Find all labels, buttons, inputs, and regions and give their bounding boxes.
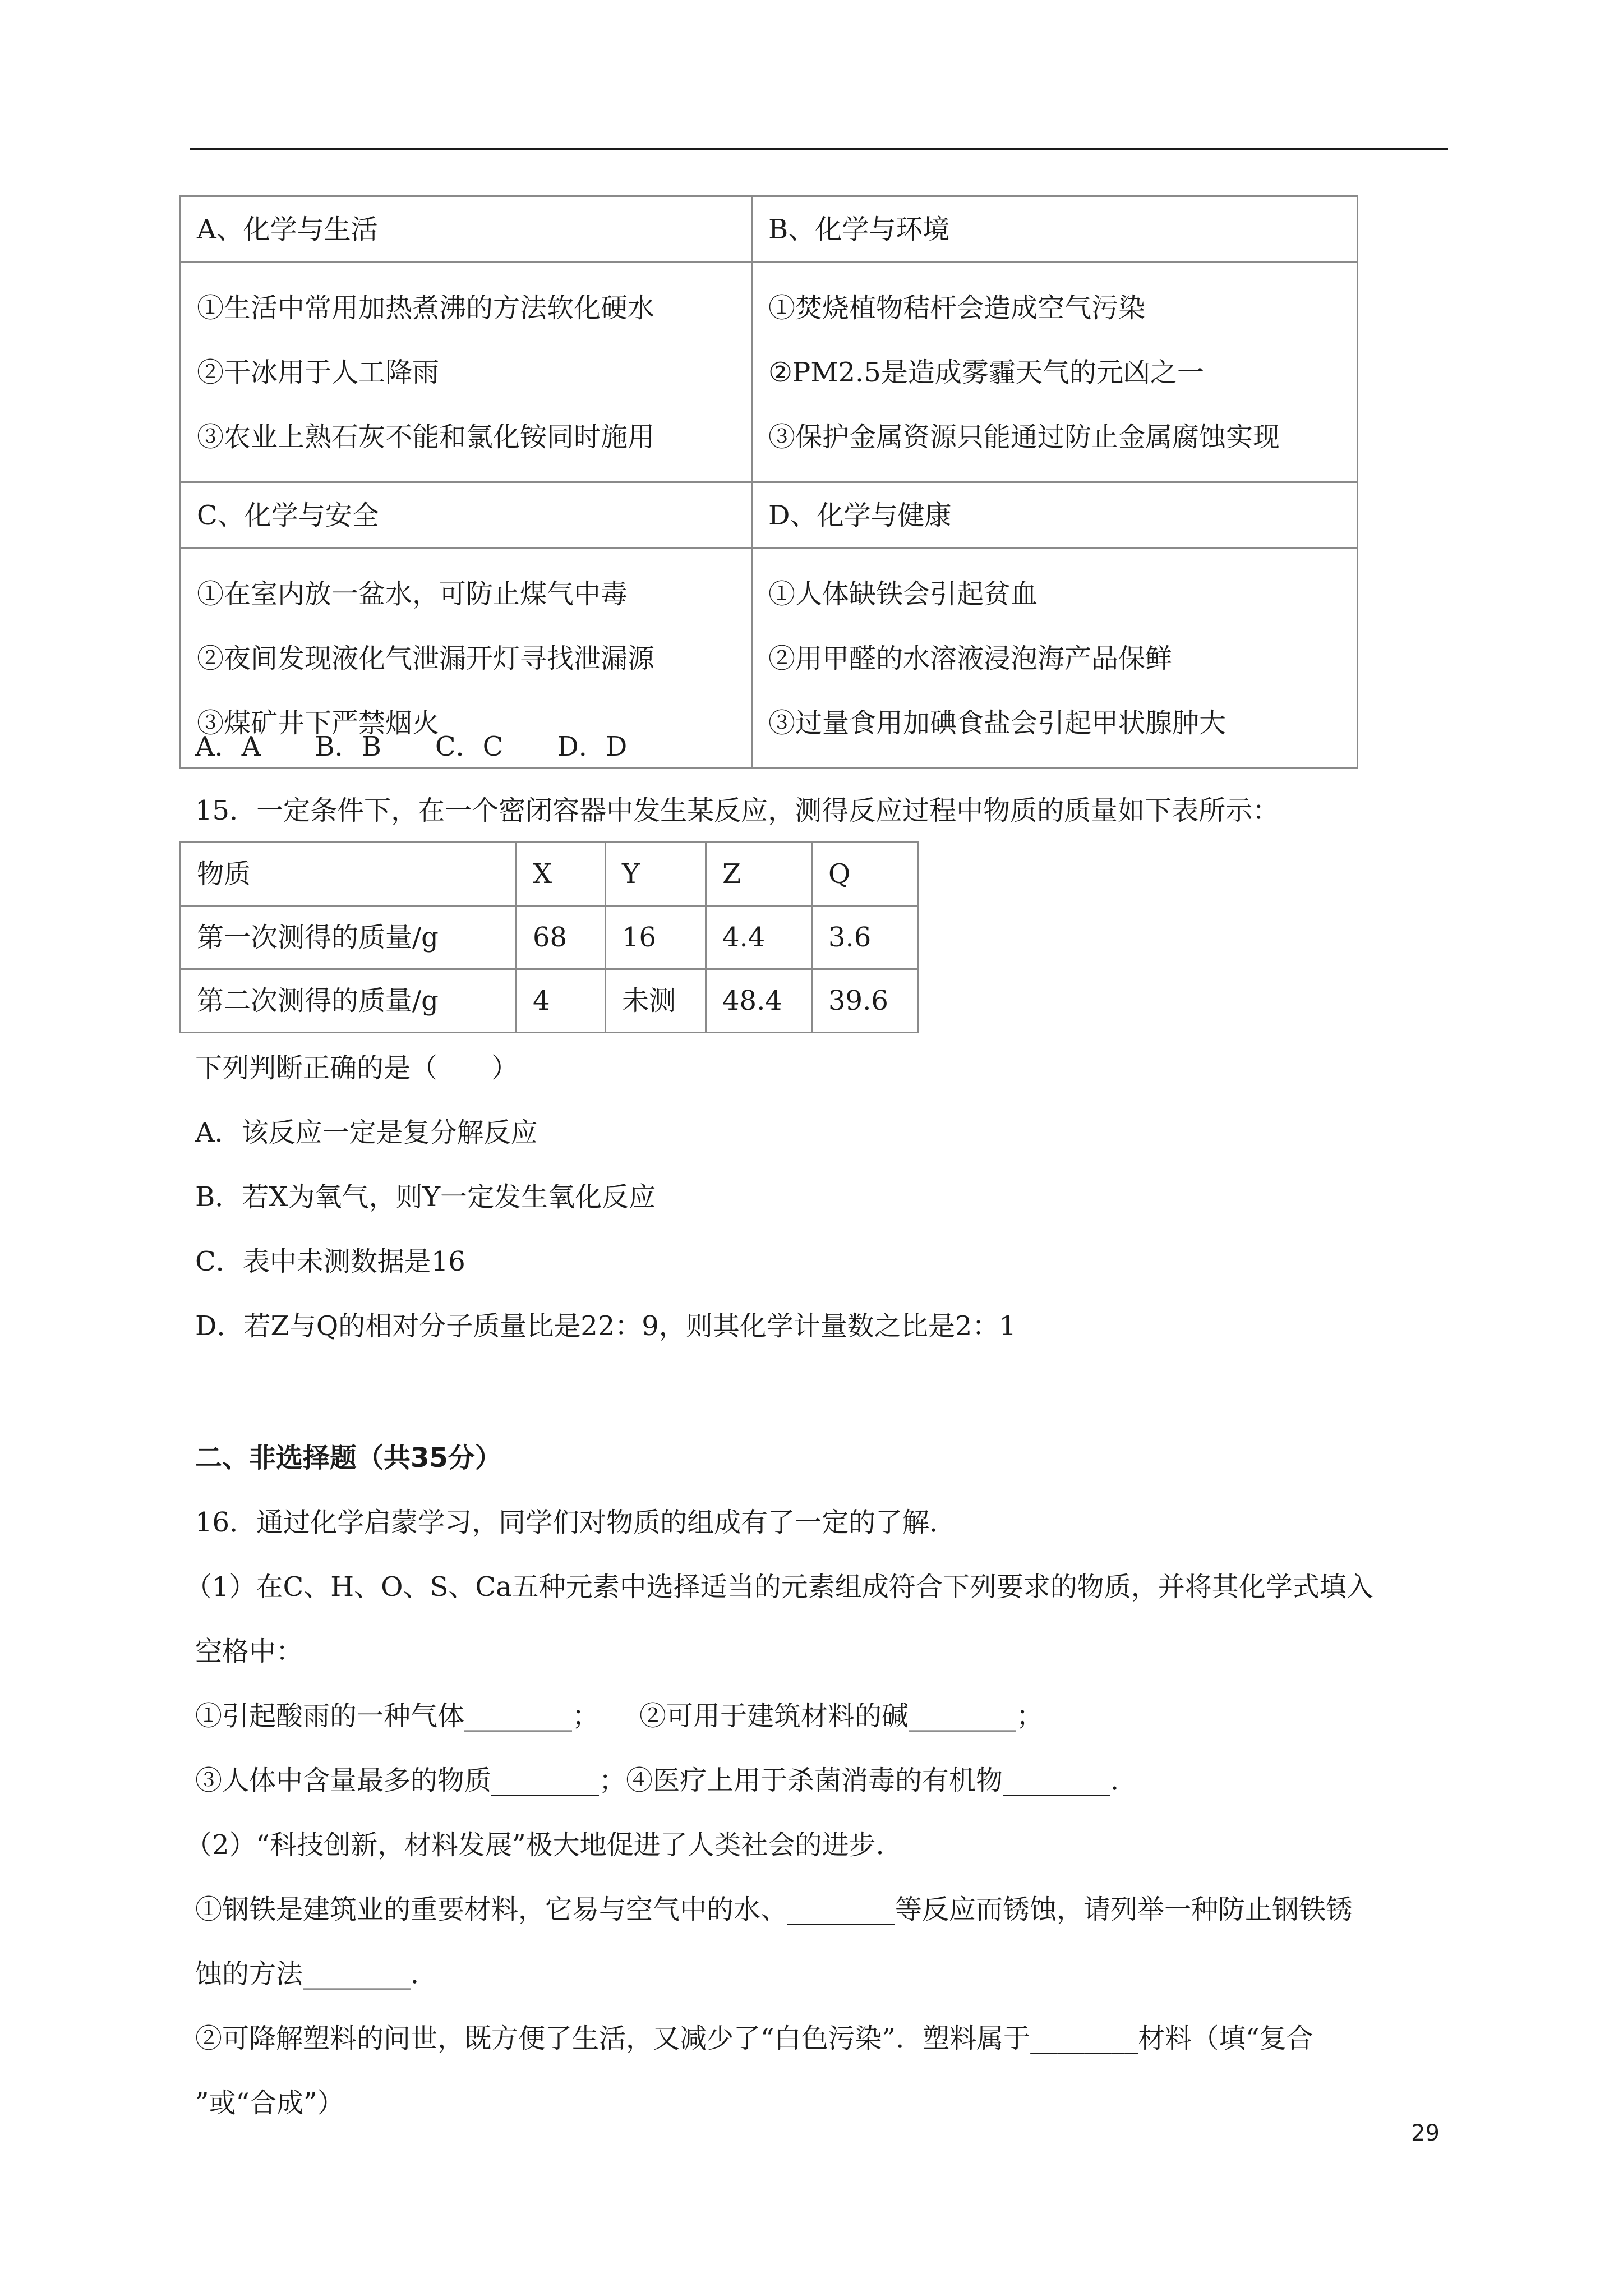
table-cell: Q	[812, 843, 918, 906]
q16-part2-item1-line2: 蚀的方法________．	[195, 1958, 438, 1990]
b-item-1: ①焚烧植物秸杆会造成空气污染	[768, 292, 1146, 324]
table-cell: 68	[517, 906, 606, 969]
table-cell: 39.6	[812, 969, 918, 1033]
cell-a-head: A、化学与生活	[181, 196, 752, 263]
q15-option-a: A．该反应一定是复分解反应	[195, 1117, 538, 1148]
q15-prompt: 下列判断正确的是（ ）	[195, 1052, 519, 1084]
q15-option-b: B．若X为氧气，则Y一定发生氧化反应	[195, 1181, 656, 1213]
header-rule	[190, 148, 1448, 150]
q16-part2-item1-line1: ①钢铁是建筑业的重要材料，它易与空气中的水、________等反应而锈蚀，请列举一种防止钢铁锈	[195, 1894, 1353, 1925]
c-item-2: ②夜间发现液化气泄漏开灯寻找泄漏源	[197, 642, 655, 674]
table-cell: 48.4	[706, 969, 812, 1033]
q15-mass-table	[179, 841, 919, 1033]
a-item-1: ①生活中常用加热煮沸的方法软化硬水	[197, 292, 655, 324]
table-cell: 4.4	[706, 906, 812, 969]
q16-part1-line2: 空格中：	[195, 1636, 303, 1667]
table-cell: 第一次测得的质量/g	[181, 906, 517, 969]
a-item-2: ②干冰用于人工降雨	[197, 356, 440, 388]
q16-part1-items-a: ①引起酸雨的一种气体________； ②可用于建筑材料的碱________；	[195, 1700, 1044, 1732]
page-number: 29	[1411, 2120, 1440, 2146]
q16-part1-items-b: ③人体中含量最多的物质________；④医疗上用于杀菌消毒的有机物________．	[195, 1765, 1138, 1796]
q15-option-d: D．若Z与Q的相对分子质量比是22：9，则其化学计量数之比是2：1	[195, 1310, 1016, 1342]
table-cell: 物质	[181, 843, 517, 906]
a-item-3: ③农业上熟石灰不能和氯化铵同时施用	[197, 421, 655, 453]
q16-part2-item2-line1: ②可降解塑料的问世，既方便了生活，又减少了“白色污染”．塑料属于________材料（填“复合	[195, 2023, 1313, 2054]
q16-part1-line1: （1）在C、H、O、S、Ca五种元素中选择适当的元素组成符合下列要求的物质，并将其化学式填入	[185, 1571, 1373, 1603]
b-item-2: ②PM2.5是造成雾霾天气的元凶之一	[768, 356, 1204, 388]
cell-d-head: D、化学与健康	[752, 482, 1358, 549]
table-cell: Z	[706, 843, 812, 906]
table-cell: 4	[517, 969, 606, 1033]
d-item-1: ①人体缺铁会引起贫血	[768, 578, 1038, 610]
table-cell: 16	[606, 906, 706, 969]
cell-b-head: B、化学与环境	[752, 196, 1358, 263]
cell-d-items	[752, 549, 1358, 769]
q15-option-c: C．表中未测数据是16	[195, 1246, 465, 1277]
cell-c-head: C、化学与安全	[181, 482, 752, 549]
q15-stem: 15．一定条件下，在一个密闭容器中发生某反应，测得反应过程中物质的质量如下表所示：	[195, 795, 1280, 826]
c-item-3: ③煤矿井下严禁烟火	[197, 707, 440, 739]
table-row	[181, 843, 918, 906]
section-title: 二、非选择题（共35分）	[195, 1442, 502, 1474]
cell-a-items	[181, 263, 752, 482]
table-cell: Y	[606, 843, 706, 906]
cell-b-items	[752, 263, 1358, 482]
q16-stem: 16．通过化学启蒙学习，同学们对物质的组成有了一定的了解．	[195, 1507, 957, 1538]
table-cell: 未测	[606, 969, 706, 1033]
table-row	[181, 906, 918, 969]
d-item-2: ②用甲醛的水溶液浸泡海产品保鲜	[768, 642, 1173, 674]
table-row	[181, 969, 918, 1033]
table-cell: X	[517, 843, 606, 906]
q14-options-table	[179, 195, 1358, 769]
table-cell: 3.6	[812, 906, 918, 969]
d-item-3: ③过量食用加碘食盐会引起甲状腺肿大	[768, 707, 1227, 739]
q16-part2-title: （2）“科技创新，材料发展”极大地促进了人类社会的进步．	[185, 1829, 903, 1861]
b-item-3: ③保护金属资源只能通过防止金属腐蚀实现	[768, 421, 1280, 453]
q14-answer-options: A．A B．B C．C D．D	[195, 731, 628, 762]
q16-part2-item2-line2: ”或“合成”）	[195, 2087, 344, 2119]
table-cell: 第二次测得的质量/g	[181, 969, 517, 1033]
c-item-1: ①在室内放一盆水，可防止煤气中毒	[197, 578, 628, 610]
